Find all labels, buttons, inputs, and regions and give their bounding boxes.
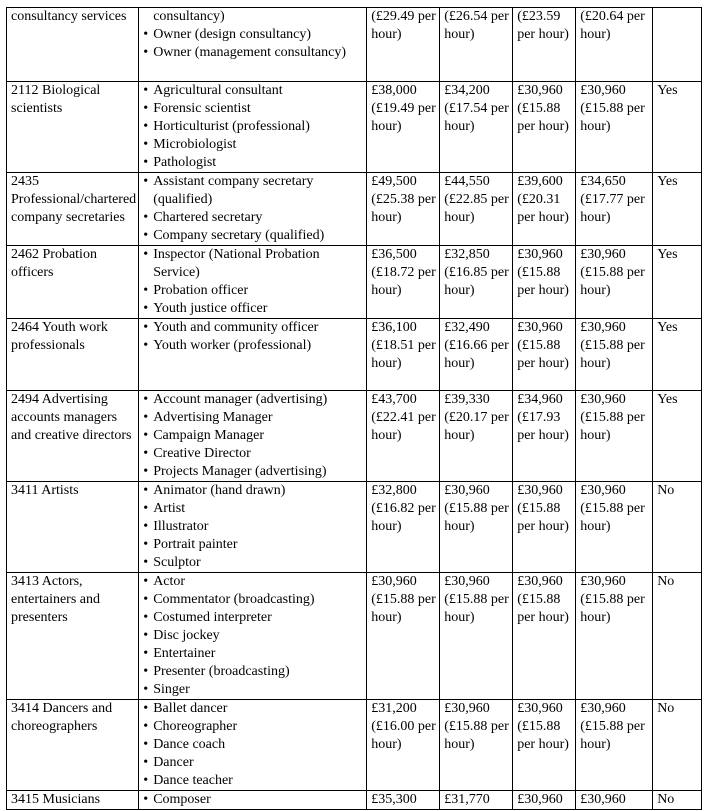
job-title-item: • Choreographer bbox=[143, 718, 364, 736]
job-title-item: • Inspector (National Probation Service) bbox=[143, 246, 364, 282]
salary-rate-cell: (£26.54 per hour) bbox=[440, 8, 513, 82]
job-title-item: • Dance coach bbox=[143, 736, 364, 754]
job-titles-cell bbox=[139, 173, 367, 246]
salary-rate-cell: £30,960 (£15.88 per hour) bbox=[513, 482, 576, 573]
salary-rate-cell: £38,000 (£19.49 per hour) bbox=[367, 82, 440, 173]
job-title-item: • Forensic scientist bbox=[143, 100, 364, 118]
job-title-item: consultancy) bbox=[153, 9, 225, 24]
salary-rate-cell: £30,960 (£15.88 per hour) bbox=[440, 573, 513, 700]
job-titles-cell bbox=[139, 573, 367, 700]
eligibility-cell: No bbox=[653, 482, 702, 573]
salary-rate-cell: £36,100 (£18.51 per hour) bbox=[367, 319, 440, 391]
job-title-item: • Illustrator bbox=[143, 518, 364, 536]
occupation-cell: 2112 Biological scientists bbox=[7, 82, 139, 173]
job-title-item: • Youth justice officer bbox=[143, 300, 364, 318]
job-titles-cell bbox=[139, 482, 367, 573]
eligibility-cell bbox=[653, 8, 702, 82]
salary-rate-cell: £34,960 (£17.93 per hour) bbox=[513, 391, 576, 482]
eligibility-cell: Yes bbox=[653, 319, 702, 391]
salary-rate-cell: £30,960 (£15.88 per hour) bbox=[513, 573, 576, 700]
salary-rate-cell: (£29.49 per hour) bbox=[367, 8, 440, 82]
job-title-item: • Owner (management consultancy) bbox=[143, 44, 364, 62]
table-row bbox=[7, 391, 702, 482]
salary-rate-cell: £32,490 (£16.66 per hour) bbox=[440, 319, 513, 391]
salary-rate-cell: (£23.59 per hour) bbox=[513, 8, 576, 82]
job-titles-cell bbox=[139, 700, 367, 791]
eligibility-cell: Yes bbox=[653, 82, 702, 173]
job-title-item: • Horticulturist (professional) bbox=[143, 118, 364, 136]
salary-rate-cell: £30,960 (£15.88 per hour) bbox=[576, 573, 653, 700]
salary-rate-cell: £30,960 (£15.88 per hour) bbox=[576, 700, 653, 791]
job-titles-cell bbox=[139, 791, 367, 810]
occupation-cell: consultancy services bbox=[7, 8, 139, 82]
job-title-item: • Account manager (advertising) bbox=[143, 391, 364, 409]
salary-rate-cell: £30,960 (£15.88 per hour) bbox=[513, 319, 576, 391]
salary-rate-cell: £30,960 (£15.88 per hour) bbox=[367, 573, 440, 700]
job-title-item: • Entertainer bbox=[143, 645, 364, 663]
job-titles-cell bbox=[139, 246, 367, 319]
salary-rate-cell: £30,960 (£15.88 per hour) bbox=[576, 82, 653, 173]
salary-rate-cell: £30,960 (£15.88 per hour) bbox=[513, 246, 576, 319]
salary-rate-cell: £30,960 (£15.88 per hour) bbox=[576, 391, 653, 482]
salary-rate-cell: £34,650 (£17.77 per hour) bbox=[576, 173, 653, 246]
job-titles-cell bbox=[139, 319, 367, 391]
salary-rate-cell: £30,960 bbox=[576, 791, 653, 810]
job-titles-list bbox=[143, 246, 364, 318]
job-titles-cell bbox=[139, 82, 367, 173]
table-row bbox=[7, 791, 702, 810]
job-title-item: • Dance teacher bbox=[143, 772, 364, 790]
salary-table-body bbox=[7, 8, 702, 810]
job-title-item: • Pathologist bbox=[143, 154, 364, 172]
job-title-item: • Composer bbox=[143, 791, 364, 809]
job-title-item: • Portrait painter bbox=[143, 536, 364, 554]
job-titles-list bbox=[143, 8, 364, 62]
job-title-item: • Owner (design consultancy) bbox=[143, 26, 364, 44]
occupation-cell: 2464 Youth work professionals bbox=[7, 319, 139, 391]
job-title-item: • Dancer bbox=[143, 754, 364, 772]
salary-rate-cell: £39,600 (£20.31 per hour) bbox=[513, 173, 576, 246]
table-row bbox=[7, 700, 702, 791]
job-title-item: • Commentator (broadcasting) bbox=[143, 591, 364, 609]
table-row bbox=[7, 573, 702, 700]
table-row bbox=[7, 246, 702, 319]
occupation-cell: 2435 Professional/chartered company secretaries bbox=[7, 173, 139, 246]
eligibility-cell: Yes bbox=[653, 173, 702, 246]
salary-rate-cell: £30,960 (£15.88 per hour) bbox=[576, 246, 653, 319]
job-titles-list bbox=[143, 573, 364, 699]
occupation-cell: 3413 Actors, entertainers and presenters bbox=[7, 573, 139, 700]
eligibility-cell: No bbox=[653, 791, 702, 810]
occupation-cell: 2494 Advertising accounts managers and creative directors bbox=[7, 391, 139, 482]
salary-rate-cell: £34,200 (£17.54 per hour) bbox=[440, 82, 513, 173]
salary-rate-cell: £49,500 (£25.38 per hour) bbox=[367, 173, 440, 246]
occupation-cell: 3414 Dancers and choreographers bbox=[7, 700, 139, 791]
eligibility-cell: No bbox=[653, 573, 702, 700]
job-title-item: • Singer bbox=[143, 681, 364, 699]
job-title-item: • Microbiologist bbox=[143, 136, 364, 154]
table-row bbox=[7, 8, 702, 82]
occupation-cell: 3415 Musicians bbox=[7, 791, 139, 810]
salary-table bbox=[6, 7, 702, 810]
job-title-item: • Ballet dancer bbox=[143, 700, 364, 718]
eligibility-cell: Yes bbox=[653, 391, 702, 482]
salary-rate-cell: £30,960 (£15.88 per hour) bbox=[440, 482, 513, 573]
eligibility-cell: No bbox=[653, 700, 702, 791]
job-title-item: • Artist bbox=[143, 500, 364, 518]
job-title-item: • Costumed interpreter bbox=[143, 609, 364, 627]
job-title-item: • Presenter (broadcasting) bbox=[143, 663, 364, 681]
occupation-cell: 3411 Artists bbox=[7, 482, 139, 573]
job-title-item: • Campaign Manager bbox=[143, 427, 364, 445]
job-titles-cell bbox=[139, 391, 367, 482]
salary-rate-cell: £30,960 (£15.88 per hour) bbox=[576, 319, 653, 391]
job-title-item: • Chartered secretary bbox=[143, 209, 364, 227]
salary-rate-cell: £30,960 bbox=[513, 791, 576, 810]
salary-rate-cell: £32,800 (£16.82 per hour) bbox=[367, 482, 440, 573]
salary-rate-cell: £44,550 (£22.85 per hour) bbox=[440, 173, 513, 246]
job-title-item: • Sculptor bbox=[143, 554, 364, 572]
table-row bbox=[7, 173, 702, 246]
table-row bbox=[7, 319, 702, 391]
eligibility-cell: Yes bbox=[653, 246, 702, 319]
job-title-item: • Youth worker (professional) bbox=[143, 337, 364, 355]
table-row bbox=[7, 482, 702, 573]
job-titles-list bbox=[143, 700, 364, 790]
job-title-item: • Youth and community officer bbox=[143, 319, 364, 337]
job-titles-list bbox=[143, 391, 364, 481]
job-titles-list bbox=[143, 791, 364, 809]
job-title-item: • Company secretary (qualified) bbox=[143, 227, 364, 245]
job-title-item: • Creative Director bbox=[143, 445, 364, 463]
salary-rate-cell: £30,960 (£15.88 per hour) bbox=[513, 82, 576, 173]
job-title-item: • Agricultural consultant bbox=[143, 82, 364, 100]
salary-rate-cell: £30,960 (£15.88 per hour) bbox=[513, 700, 576, 791]
salary-rate-cell: £32,850 (£16.85 per hour) bbox=[440, 246, 513, 319]
salary-rate-cell: £31,200 (£16.00 per hour) bbox=[367, 700, 440, 791]
table-row bbox=[7, 82, 702, 173]
job-title-item: • Disc jockey bbox=[143, 627, 364, 645]
salary-rate-cell: £35,300 bbox=[367, 791, 440, 810]
job-titles-list bbox=[143, 82, 364, 172]
salary-rate-cell: £39,330 (£20.17 per hour) bbox=[440, 391, 513, 482]
occupation-cell: 2462 Probation officers bbox=[7, 246, 139, 319]
salary-rate-cell: £30,960 (£15.88 per hour) bbox=[440, 700, 513, 791]
job-title-item: • Animator (hand drawn) bbox=[143, 482, 364, 500]
salary-rate-cell: £36,500 (£18.72 per hour) bbox=[367, 246, 440, 319]
salary-rate-cell: £30,960 (£15.88 per hour) bbox=[576, 482, 653, 573]
job-title-item: • Advertising Manager bbox=[143, 409, 364, 427]
job-title-item: • Probation officer bbox=[143, 282, 364, 300]
salary-rate-cell: £43,700 (£22.41 per hour) bbox=[367, 391, 440, 482]
job-title-item: • Projects Manager (advertising) bbox=[143, 463, 364, 481]
job-titles-list bbox=[143, 319, 364, 355]
job-titles-cell bbox=[139, 8, 367, 82]
salary-rate-cell: £31,770 bbox=[440, 791, 513, 810]
job-title-item: • Actor bbox=[143, 573, 364, 591]
salary-rate-cell: (£20.64 per hour) bbox=[576, 8, 653, 82]
job-titles-list bbox=[143, 173, 364, 245]
job-title-item: • Assistant company secretary (qualified) bbox=[143, 173, 364, 209]
job-titles-list bbox=[143, 482, 364, 572]
